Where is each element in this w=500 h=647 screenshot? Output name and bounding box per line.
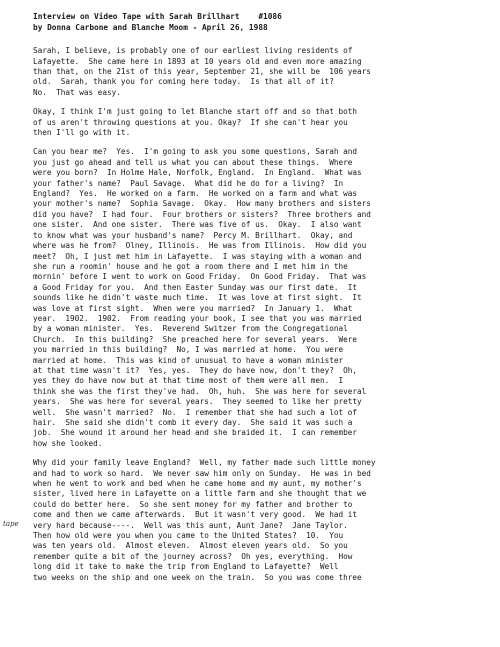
transcript-line: Can you hear me? Yes. I'm going to ask you some questions, Sarah and [33,147,357,157]
transcript-line: think she was the first they've had. Oh, huh. She was here for several [33,386,367,396]
transcript-line: than that, on the 21st of this year, September 21, she will be 106 years [33,67,371,76]
transcript-line: at that time wasn't it? Yes, yes. They do have now, don't they? Oh, [33,365,357,375]
transcript-line: then I'll go with it. [33,128,131,138]
transcript-line: well. She wasn't married? No. I remember that she had such a lot of [33,407,357,417]
transcript-line: job. She wound it around her head and she braided it. I can remember [33,428,357,438]
transcript-line: did you have? I had four. Four brothers or sisters? Three brothers and [33,209,371,219]
transcript-line: mornin' before I went to work on Good Friday. On Good Friday. That was [33,272,367,282]
transcript-body [33,46,488,583]
transcript-line: Lafayette. She came here in 1893 at 10 years old and even more amazing [33,56,362,66]
transcript-line: she run a roomin' house and he got a room there and I met him in the [33,261,348,271]
transcript-paragraph [33,147,488,449]
transcript-page [33,12,488,583]
transcript-line: by a woman minister. Yes. Reverend Switzer from the Congregational [33,324,348,334]
transcript-paragraph [33,458,488,583]
transcript-line: when he went to work and bed when he came home and my aunt, my mother's [33,479,362,489]
transcript-line: long did it take to make the trip from England to Lafayette? Well [33,562,339,572]
transcript-line: sister, lived here in Lafayette on a little farm and she thought that we [33,489,367,499]
transcript-line: of us aren't throwing questions at you. Okay? If she can't hear you [33,117,348,127]
transcript-line: England? Yes. He worked on a farm. He worked on a farm and what was [33,189,357,199]
transcript-line: years. She was here for several years. They seemed to like her pretty [33,397,362,407]
transcript-line: yes they do have now but at that time most of them were all men. I [33,376,344,386]
transcript-line: were you born? In Holme Hale, Norfolk, England. In England. What was [33,168,362,178]
document-header [33,12,488,33]
transcript-line: your mother's name? Sophia Savage. Okay. How many brothers and sisters [33,199,371,209]
transcript-line: a Good Friday for you. And then Easter Sunday was our first date. It [33,282,357,292]
transcript-line: year. 1902. 1902. From reading your book, I see that you was married [33,313,362,323]
transcript-line: where was he from? Olney, Illinois. He was from Illinois. How did you [33,241,367,251]
transcript-line: one sister. And one sister. There was five of us. Okay. I also want [33,220,362,230]
transcript-line: sounds like he didn't waste much time. It was love at first sight. It [33,293,362,303]
transcript-line: very hard because----. Well was this aunt, Aunt Jane? Jane Taylor. [33,520,348,530]
transcript-paragraph [33,107,488,138]
transcript-line: Sarah, I believe, is probably one of our earliest living residents of [33,46,353,56]
transcript-line: No. That was easy. [33,87,121,97]
transcript-line: to know what was your husband's name? Percy M. Brillhart. Okay, and [33,230,353,240]
transcript-line: come and then we came afterwards. But it wasn't very good. We had it [33,510,357,520]
transcript-line: Okay, I think I'm just going to let Blanche start off and so that both [33,107,357,117]
transcript-line: was ten years old. Almost eleven. Almost eleven years old. So you [33,541,348,551]
transcript-line: two weeks on the ship and one week on the train. So you was come three [33,572,362,582]
header-byline: by Donna Carbone and Blanche Moom - April 26, 1988 [33,22,268,32]
transcript-line: how she looked. [33,438,103,448]
transcript-line: was love at first sight. When were you married? In January 1. What [33,303,353,313]
transcript-line: hair. She said she didn't comb it every day. She said it was such a [33,418,353,427]
transcript-line: Church. In this building? She preached here for several years. Were [33,334,357,344]
transcript-paragraph [33,46,488,98]
transcript-line: you just go ahead and tell us what you can about these things. Where [33,157,353,167]
transcript-line: Then how old were you when you came to the United States? 10. You [33,531,344,541]
transcript-line: married at home. This was kind of unusual to have a woman minister [33,355,344,365]
margin-handwritten-note: tape [3,520,19,528]
transcript-line: Why did your family leave England? Well, my father made such little money [33,458,376,468]
transcript-line: your father's name? Paul Savage. What did he do for a living? In [33,178,344,188]
header-title: Interview on Video Tape with Sarah Brillhart #1086 [33,12,282,21]
transcript-line: could do better here. So she sent money for my father and brother to [33,499,353,509]
transcript-line: and had to work so hard. We never saw him only on Sunday. He was in bed [33,468,371,478]
transcript-line: old. Sarah, thank you for coming here today. Is that all of it? [33,77,334,87]
transcript-line: meet? Oh, I just met him in Lafayette. I was staying with a woman and [33,251,362,261]
transcript-line: you married in this building? No, I was married at home. You were [33,345,344,355]
transcript-line: remember quite a bit of the journey across? Oh yes, everything. How [33,551,353,561]
